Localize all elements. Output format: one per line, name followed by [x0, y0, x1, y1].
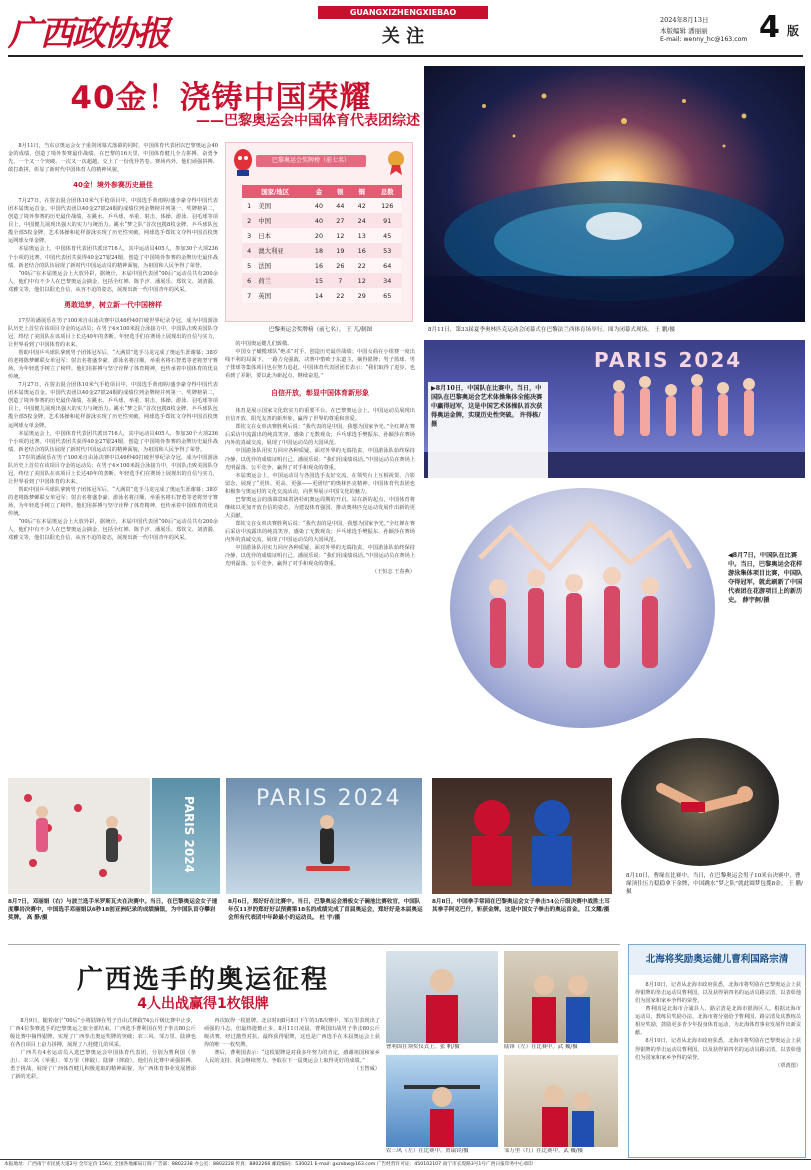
count-cell: 53 — [383, 246, 392, 255]
count-cell: 18 — [314, 246, 324, 255]
count-cell: 12 — [336, 231, 345, 240]
country-cell: 美国 — [258, 202, 271, 210]
rank-cell: 7 — [247, 291, 252, 300]
climbing-caption: 8月7日，邓丽娟（右）与波兰选手米罗斯瓦夫在决赛中。当日，在巴黎奥运会女子速度攀岩决赛中，中国选手邓丽娟以6秒18创亚洲纪录的成绩摘银，为中国队首夺攀岩奖牌。 高 静/摄 — [8, 899, 218, 922]
lufeng-photo — [504, 951, 618, 1043]
medal-table-row — [242, 213, 402, 228]
paragraph: 8月9日，随着南宁“00后”小将陆锋在男子自由式摔跤74公斤级比赛中止步，广西4位参赛选手的巴黎奥运之旅全部结束。广西选手曹利国在男子拳击80公斤级比赛中摘得银牌，实现了广西拳击奥运奖牌的突破；农三风、邹万里、陆锋也在各自项目上奋力拼搏，展现了八桂健儿的风采。 — [10, 1018, 196, 1049]
count-cell: 64 — [383, 261, 392, 270]
paragraph: 再次取得一枚银牌。北京时间8月8日下午的1/8决赛中，邹万里表现出了顽强的斗志，但最终遗憾止步。8月11日凌晨，曹利国出战男子拳击80公斤级决赛，经过激烈对抗，最终获得银牌，这也是广西选手在本届奥运会上获得的唯一一枚奖牌。 — [204, 1018, 380, 1049]
medal-table-header — [242, 185, 402, 198]
athlete-silhouette-icon — [386, 951, 498, 1043]
skater-illustration — [226, 778, 422, 894]
paragraph: 帮助中国乒乓球队拿到男子团体冠军后，“大满贯”选手马龙完成了奥运生涯谢幕；38岁的老将陈梦蝉联女单冠军；射击名将盛李豪、游泳名将汪顺、举重名将石智勇等老将坚守赛场，为年轻选手树立了榜样。他们用拼搏与坚守诠释了体育精神，也传承着中国体育的优良传统。 — [8, 487, 218, 518]
paris-2024-skate-banner: PARIS 2024 — [256, 786, 402, 811]
paragraph: 本届奥运会上，中国体育代表团共派出716人，其中运动员405人，参加30个大项236个小项的比赛。中国代表团共获得40金27银24铜，创造了中国境外参赛的金牌历史最佳战绩，新老结合的队伍展现了新时代中国运动员的精神面貌，为祖国和人民争得了荣誉。 — [8, 430, 218, 453]
silver-medal-icon: 银 — [337, 188, 344, 196]
rhythmic-gymnastics-caption: ▶8月10日，中国队在比赛中。当日，中国队在巴黎奥运会艺术体操集体全能决赛中赢得冠军，这是中国艺术体操队首次获得奥运金牌，实现历史性突破。 许得栋/摄 — [431, 385, 543, 428]
count-cell: 14 — [314, 291, 324, 300]
count-cell: 45 — [383, 231, 392, 240]
medal-table-banner: 巴黎奥运会奖牌榜（前七名） — [256, 155, 366, 167]
country-cell: 澳大利亚 — [258, 247, 284, 255]
medal-table — [242, 185, 402, 303]
paragraph: 体育是展示国家文化软实力的重要平台。在巴黎奥运会上，中国运动员展现出自信开放、阳光友善的新形象，赢得了世界的尊重和喜爱。 — [225, 408, 415, 423]
country-cell: 荷兰 — [258, 277, 271, 285]
count-cell: 40 — [314, 201, 324, 210]
zouwanli-caption: 邹万里（红）在比赛中。武 巍/摄 — [504, 1148, 583, 1154]
editor-email: E-mail: wenny_hc@163.com — [660, 36, 748, 43]
rank-cell: 6 — [247, 276, 252, 285]
country-cell: 中国 — [258, 217, 271, 225]
paris-2024-vertical-banner: PARIS 2024 — [182, 796, 196, 873]
boxers-illustration — [432, 778, 612, 894]
beihai-box — [628, 944, 806, 1158]
lead-subtitle: ——巴黎奥运会中国体育代表团综述 — [196, 113, 420, 129]
count-cell: 12 — [357, 276, 366, 285]
paragraph: 中国女子橄榄球队“绝杀”对手，创造历史最佳战绩；中国女曲在小组赛一度出线不利的局面下，一路力克强敌，决赛中惜败于东道主，摘得银牌；男子篮球、男子排球等集体项目也在努力追赶。中国体育代表团团长表示：“我们取得了进步，也看到了差距，要以此为新起点，继续奋进。” — [225, 349, 415, 380]
lead-column-1 — [8, 142, 218, 774]
medal-table-graphic — [225, 142, 413, 322]
boxing-photo — [432, 778, 612, 894]
beihai-text — [635, 981, 801, 1155]
count-cell: 16 — [314, 261, 324, 270]
paragraph: 17岁的潘展乐在男子100米自由泳决赛中以46秒40打破世界纪录夺冠，成为中国游泳队历史上首位在该项目夺金的运动员；在男子4×100米混合泳接力中，中国队击败美国队夺冠，终结了美国队在该项目上长达40年的垄断。年轻选手们在赛场上展现出的自信与实力，让世界看到了中国体育的未来。 — [8, 317, 218, 348]
athlete-photo-grid — [386, 951, 618, 1157]
count-cell: 40 — [314, 216, 324, 225]
count-cell: 7 — [338, 276, 343, 285]
beihai-byline: （覃鸿图） — [775, 1062, 801, 1069]
paragraph: 的中国奥运健儿们致敬。 — [235, 341, 293, 347]
page-suffix: 版 — [787, 24, 800, 38]
paragraph: 中国游泳队用实力回应各种质疑。面对外界的无端指责，中国游泳队始终保持冷静，以优异的成绩证明自己。潘展乐说：“我们用成绩说话。”中国运动员在赛场上光明磊落、公平竞争，赢得了对手和观众的尊重。 — [225, 545, 415, 568]
diver-illustration — [621, 738, 779, 866]
weightlifter-icon — [386, 1055, 498, 1147]
rank-cell: 1 — [247, 201, 252, 210]
wrestler-red-icon — [504, 1055, 618, 1147]
paragraph: 本届奥运会上，中国体育代表团共派出716人，其中运动员405人，参加30个大项236个小项的比赛。中国代表团共获得40金27银24铜，创造了中国境外参赛的金牌历史最佳战绩，新老结合的队伍展现了新时代中国运动员的精神面貌，为祖国和人民争得了荣誉。 — [8, 246, 218, 269]
count-cell: 44 — [336, 201, 345, 210]
medal-table-row — [242, 228, 402, 243]
count-cell: 22 — [357, 261, 366, 270]
paragraph: “00后”在本届奥运会上大放异彩，据统计，本届中国代表团“00后”运动员共有200余人，他们中有不少人在巴黎奥运会摘金，包括全红婵、陈芋汐、潘展乐、郑钦文、刘清漪、邓雅文等，他们以阳光自信、从容不迫的姿态，展现出新一代中国青年的风采。 — [8, 519, 218, 542]
medal-table-row — [242, 273, 402, 288]
gold-medal-icon: 金 — [315, 188, 323, 196]
count-cell: 27 — [336, 216, 345, 225]
beihai-title: 北海将奖励奥运健儿曹利国路宗清 — [629, 945, 805, 975]
section-heading: 自信开放，彰显中国体育新形象 — [271, 389, 369, 398]
medal-icon — [386, 149, 406, 175]
nongsanfeng-caption: 农三风（左）在比赛中。贾瑞铃/摄 — [386, 1148, 469, 1154]
caoliguo-photo — [386, 951, 498, 1043]
rhythmic-gymnastics-caption-box — [428, 382, 548, 478]
medal-table-row — [242, 288, 402, 303]
skateboard-caption: 8月6日，郑好好在比赛中。当日，巴黎奥运会滑板女子碗池比赛收官，中国队年仅11岁的郑好好以预赛第18名的成绩完成了首届奥运会，郑好好是本届奥运会所有代表团中年龄最小的运动员。 杜 宇/摄 — [228, 899, 423, 922]
boxing-caption: 8月8日，中国拳手常园在巴黎奥运会女子拳击54公斤级决赛中战胜土耳其拳手阿克巴什，斩获金牌。这是中国女子拳击的奥运首金。 江文耀/摄 — [432, 899, 610, 914]
paragraph: 巴黎奥运会的落幕意味着洛杉矶奥运周期的开启。站在新的起点，中国体育将继续以更加开放自信的姿态，为建设体育强国、推动奥林匹克运动发展作出新的更大贡献。 — [225, 496, 415, 519]
count-cell: 24 — [357, 216, 366, 225]
count-cell: 13 — [357, 231, 366, 240]
paragraph: 中国游泳队用实力回应各种质疑。面对外界的无端指责，中国游泳队始终保持冷静，以优异的成绩证明自己。潘展乐说：“我们用成绩说话。”中国运动员在赛场上光明磊落、公平竞争，赢得了对手和观众的尊重。 — [225, 448, 415, 471]
closing-ceremony-photo — [424, 66, 805, 322]
nongsanfeng-photo — [386, 1055, 498, 1147]
section-heading: 勇敢追梦，树立新一代中国榜样 — [64, 300, 162, 309]
country-cell: 日本 — [258, 232, 271, 240]
diving-photo — [621, 738, 779, 866]
guangxi-box — [8, 944, 620, 1158]
col-header — [351, 185, 372, 198]
climbing-photo — [8, 778, 150, 894]
country-cell: 英国 — [258, 292, 271, 300]
medal-table-row — [242, 243, 402, 258]
count-cell: 20 — [314, 231, 324, 240]
count-cell: 126 — [381, 201, 394, 210]
guangxi-byline: （玉智威） — [354, 1066, 380, 1073]
masthead — [0, 0, 811, 68]
logo: 广西政协报 — [8, 14, 168, 54]
paragraph: 8月11日，当东京奥运会女子重剑闭幕式落幕的同时，中国体育代表团以巴黎奥运会40金的成绩，创造了境外参赛最佳战绩。在巴黎的16天里，中国体育健儿全力拼搏、奋勇争先，一个又一个突破、一次又一次超越，交上了一份优异答卷。赛场内外，他们顽强拼搏、敢打敢拼，彰显了新时代中国体育人的精神风貌。 — [8, 143, 218, 174]
count-cell: 65 — [383, 291, 392, 300]
paragraph: 7月27日，在射击混合团体10米气手枪项目中，中国选手黄雨婷/盛李豪夺得中国代表团本届奥运首金。中国代表团以40金27银24铜的成绩位列金牌榜并列第一、奖牌榜第二，创造了境外参赛的历史最佳战绩。在跳水、乒乓球、举重、射击、体操、游泳、羽毛球等项目上，中国健儿展现出强大的实力与统治力。跳水“梦之队”首次包揽8枚金牌，乒乓球队包揽全部5枚金牌，艺术体操和花样游泳实现了历史性突破，网球选手郑钦文夺得中国首枚奥运网球女单金牌。 — [8, 382, 218, 429]
section-title: 关 注 — [381, 26, 425, 47]
article-byline: （王恒志 王春燕） — [371, 569, 415, 576]
paragraph: 8月10日，记者从北海市政府获悉，北海市将奖励在巴黎奥运会上获得银牌的拳击运动员曹利国，以及获得第四名的运动员路宗清，以表彰他们为国家和家乡争得的荣誉。 — [635, 982, 801, 1005]
paragraph: 赛后，曹利国表示：“这枚银牌是对我多年努力的肯定，感谢祖国和家乡人民的支持，我会继续努力，争取在下一届奥运会上取得更好的成绩。” — [204, 1050, 380, 1065]
pinyin-bar: GUANGXIZHENGXIEBAO — [318, 6, 488, 19]
section-heading: 40金！境外参赛历史最佳 — [73, 181, 153, 190]
rank-cell: 3 — [247, 231, 252, 240]
paragraph: 7月27日，在射击混合团体10米气手枪项目中，中国选手黄雨婷/盛李豪夺得中国代表团本届奥运首金。中国代表团以40金27银24铜的成绩位列金牌榜并列第一、奖牌榜第二，创造了境外参赛的历史最佳战绩。在跳水、乒乓球、举重、射击、体操、游泳、羽毛球等项目上，中国健儿展现出强大的实力与统治力。跳水“梦之队”首次包揽8枚金牌，乒乓球队包揽全部5枚金牌，艺术体操和花样游泳实现了历史性突破，网球选手郑钦文夺得中国首枚奥运网球女单金牌。 — [8, 198, 218, 245]
caoliguo-caption: 曹利国在领奖仪式上。张 帆/摄 — [386, 1044, 460, 1050]
diving-caption: 8月10日，曹缘在比赛中。当日，在巴黎奥运会男子10米台决赛中，曹缘顶住压力稳稳拿下金牌，中国跳水“梦之队”就此圆梦包揽8金。 王 鹏/摄 — [626, 873, 803, 896]
zouwanli-photo — [504, 1055, 618, 1147]
closing-ceremony-caption: 8月11日，第33届夏季奥林匹克运动会闭幕式在巴黎法兰西体育场举行。图为闭幕式现场。 王 鹏/摄 — [428, 327, 675, 333]
paragraph: 帮助中国乒乓球队拿到男子团体冠军后，“大满贯”选手马龙完成了奥运生涯谢幕；38岁的老将陈梦蝉联女单冠军；射击名将盛李豪、游泳名将汪顺、举重名将石智勇等老将坚守赛场，为年轻选手树立了榜样。他们用拼搏与坚守诠释了体育精神，也传承着中国体育的优良传统。 — [8, 349, 218, 381]
col-header — [330, 185, 351, 198]
guangxi-column-2 — [204, 1017, 380, 1155]
paris-2024-banner: PARIS 2024 — [594, 348, 743, 372]
paragraph: “00后”在本届奥运会上大放异彩，据统计，本届中国代表团“00后”运动员共有200余人，他们中有不少人在巴黎奥运会摘金，包括全红婵、陈芋汐、潘展乐、郑钦文、刘清漪、邓雅文等，他们以阳光自信、从容不迫的姿态，展现出新一代中国青年的风采。 — [8, 270, 218, 293]
medal-table-caption: 巴黎奥运会奖牌榜（前七名）。 王 兀/制图 — [268, 327, 373, 333]
artistic-swimming-photo — [450, 488, 715, 728]
count-cell: 19 — [336, 246, 345, 255]
swimmers-illustration — [450, 488, 715, 728]
paragraph: 广西共有4名运动员入选巴黎奥运会中国体育代表团，分别为曹利国（拳击）、农三风（举重）、邹万里（摔跤）、陆锋（摔跤）。他们在比赛中顽强拼搏、勇于挑战，展现了广西体育健儿积极进取的精神面貌，为广西体育事业发展增添了新的光彩。 — [10, 1050, 196, 1081]
skateboard-photo — [226, 778, 422, 894]
wrestlers-icon — [504, 951, 618, 1043]
artistic-swimming-caption: ◀8月7日，中国队在比赛中。当日，巴黎奥运会花样游泳集体项目比赛，中国队夺得冠军，就此刷新了中国代表团在花游项目上的新历史。 薛宇舸/摄 — [728, 552, 803, 604]
rank-cell: 2 — [247, 216, 252, 225]
footer-info: 本报地址：广西南宁市民族大道2号 全年定价 156元 全国各地邮局订阅 广告部：8802238 办公室：8802228 传真：8802266 邮政编码：530021 E-mail: gxzxbw@163.com 广告经营许可证：450102107 南宁市长堤路3号1号广西日报印务中心承印 — [4, 1162, 533, 1167]
mascot-icon — [232, 147, 254, 177]
climbing-wall-illustration — [8, 778, 150, 894]
count-cell: 29 — [357, 291, 366, 300]
count-cell: 16 — [357, 246, 366, 255]
paragraph: 本届奥运会上，中国运动员与各国选手友好交流，在领奖台上互相祝贺、合影留念，展现了“更快、更高、更强——更团结”的奥林匹克精神。中国体育代表团也积极参与奥运村的文化交流活动，向世界展示中国文化的魅力。 — [225, 472, 415, 495]
paragraph: 17岁的潘展乐在男子100米自由泳决赛中以46秒40打破世界纪录夺冠，成为中国游泳队历史上首位在该项目夺金的运动员；在男子4×100米混合泳接力中，中国队击败美国队夺冠，终结了美国队在该项目上长达40年的垄断。年轻选手们在赛场上展现出的自信与实力，让世界看到了中国体育的未来。 — [8, 454, 218, 485]
rank-cell: 5 — [247, 261, 252, 270]
climbing-photo-2 — [152, 778, 220, 894]
count-cell: 42 — [357, 201, 366, 210]
issue-date: 2024年8月13日 — [660, 16, 709, 24]
lead-title: 40金！浇铸中国荣耀 — [70, 80, 372, 116]
col-header: 总数 — [380, 188, 394, 196]
medal-table-row — [242, 198, 402, 213]
count-cell: 91 — [383, 216, 392, 225]
masthead-rule — [8, 55, 803, 57]
country-cell: 法国 — [258, 262, 271, 270]
guangxi-title: 广西选手的奥运征程 — [76, 965, 329, 995]
count-cell: 22 — [336, 291, 345, 300]
guangxi-subtitle: 4人出战赢得1枚银牌 — [137, 996, 269, 1012]
paragraph: 8月10日，记者从北海市政府获悉，北海市将奖励在巴黎奥运会上获得银牌的拳击运动员曹利国，以及获得第四名的运动员路宗清，以表彰他们为国家和家乡争得的荣誉。 — [635, 1038, 801, 1061]
page-editor: 本版编辑 潘丽丽 — [660, 27, 708, 35]
count-cell: 15 — [314, 276, 324, 285]
paragraph: 曹利国是北海市合浦县人，路宗清是北海市银海区人。根据北海市运动员、教练员奖励办法，北海市将分别给予曹利国、路宗清及其教练员相应奖励，鼓励更多青少年投身体育运动，为北海体育事业发展作出新贡献。 — [635, 1006, 801, 1037]
rank-cell: 4 — [247, 246, 252, 255]
col-header — [308, 185, 329, 198]
medal-table-row — [242, 258, 402, 273]
lufeng-caption: 陆锋（左）在比赛中。武 巍/摄 — [504, 1044, 578, 1050]
lead-column-2 — [225, 340, 415, 772]
paragraph: 郑钦文在女单决赛胜利后说：“我代表的是中国，我想为国家争光。”全红婵在赛后采访中流露出的纯真笑容，感染了无数观众；乒乓球选手樊振东、孙颖莎在赛场内外的真诚交流，展现了中国运动员的大国风范。 — [225, 424, 415, 447]
col-header: 国家/地区 — [261, 188, 290, 196]
count-cell: 34 — [383, 276, 392, 285]
paragraph: 郑钦文在女单决赛胜利后说：“我代表的是中国，我想为国家争光。”全红婵在赛后采访中流露出的纯真笑容，感染了无数观众；乒乓球选手樊振东、孙颖莎在赛场内外的真诚交流，展现了中国运动员的大国风范。 — [225, 521, 415, 544]
count-cell: 26 — [336, 261, 345, 270]
bronze-medal-icon: 铜 — [358, 188, 365, 196]
stadium-illustration — [424, 66, 805, 322]
page-number: 4 — [759, 10, 780, 45]
guangxi-column-1 — [10, 1017, 196, 1155]
